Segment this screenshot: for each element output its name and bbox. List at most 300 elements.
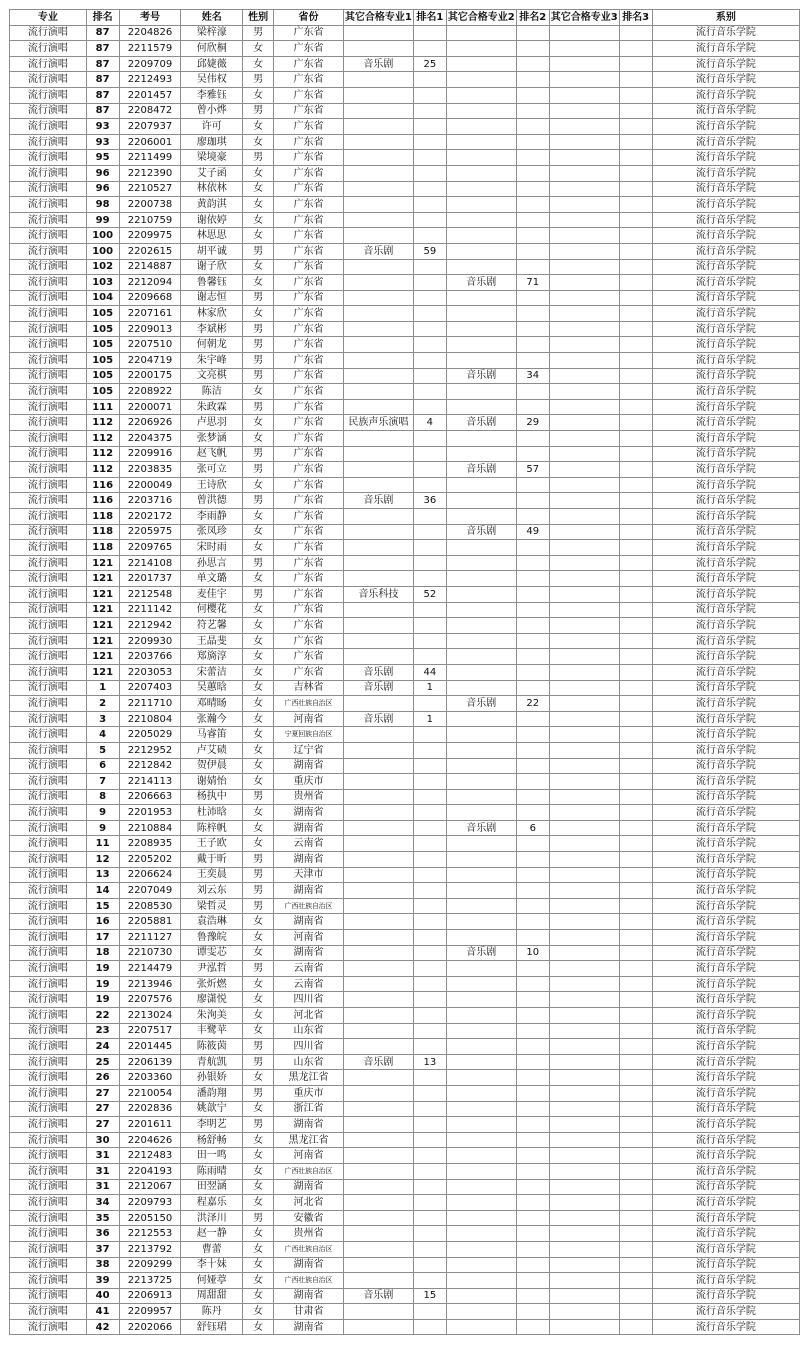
- cell-name: 舒钰珺: [181, 1319, 243, 1335]
- cell-name: 梁哲灵: [181, 898, 243, 914]
- cell-department: 流行音乐学院: [652, 602, 799, 618]
- cell-other-major-3: [549, 820, 619, 836]
- cell-gender: 女: [243, 509, 274, 525]
- cell-gender: 男: [243, 898, 274, 914]
- cell-rank-1: [413, 150, 446, 166]
- cell-exam-number: 2207510: [119, 337, 181, 353]
- table-row: [10, 56, 800, 72]
- table-row: [10, 321, 800, 337]
- cell-rank-3: [619, 25, 652, 41]
- cell-rank-2: [516, 134, 549, 150]
- cell-rank: 16: [86, 914, 119, 930]
- cell-department: 流行音乐学院: [652, 1008, 799, 1024]
- cell-major: 流行演唱: [10, 1210, 87, 1226]
- cell-other-major-2: [446, 1195, 516, 1211]
- cell-other-major-3: [549, 1273, 619, 1289]
- cell-rank-1: 25: [413, 56, 446, 72]
- cell-rank-1: [413, 228, 446, 244]
- cell-department: 流行音乐学院: [652, 836, 799, 852]
- cell-rank-2: [516, 1023, 549, 1039]
- cell-province: 云南省: [274, 961, 344, 977]
- cell-rank-2: [516, 197, 549, 213]
- cell-name: 赵一静: [181, 1226, 243, 1242]
- cell-rank: 26: [86, 1070, 119, 1086]
- cell-province: 广东省: [274, 384, 344, 400]
- cell-rank-3: [619, 1132, 652, 1148]
- cell-department: 流行音乐学院: [652, 321, 799, 337]
- cell-department: 流行音乐学院: [652, 181, 799, 197]
- cell-rank: 11: [86, 836, 119, 852]
- cell-major: 流行演唱: [10, 992, 87, 1008]
- cell-province: 广东省: [274, 571, 344, 587]
- cell-other-major-3: [549, 742, 619, 758]
- cell-major: 流行演唱: [10, 1023, 87, 1039]
- cell-other-major-2: [446, 337, 516, 353]
- cell-department: 流行音乐学院: [652, 150, 799, 166]
- cell-major: 流行演唱: [10, 259, 87, 275]
- cell-exam-number: 2212548: [119, 586, 181, 602]
- table-row: [10, 477, 800, 493]
- cell-province: 浙江省: [274, 1101, 344, 1117]
- cell-rank: 93: [86, 119, 119, 135]
- cell-other-major-2: [446, 321, 516, 337]
- table-row: [10, 72, 800, 88]
- cell-rank-2: [516, 649, 549, 665]
- cell-rank-1: [413, 1132, 446, 1148]
- cell-other-major-2: [446, 1241, 516, 1257]
- cell-exam-number: 2209916: [119, 446, 181, 462]
- cell-other-major-1: [343, 774, 413, 790]
- cell-rank-1: [413, 883, 446, 899]
- cell-rank-1: [413, 1039, 446, 1055]
- cell-other-major-3: [549, 1101, 619, 1117]
- cell-other-major-2: [446, 119, 516, 135]
- cell-rank-2: [516, 883, 549, 899]
- cell-other-major-3: [549, 1195, 619, 1211]
- cell-rank: 87: [86, 72, 119, 88]
- cell-department: 流行音乐学院: [652, 119, 799, 135]
- header-gender: 性别: [243, 10, 274, 26]
- cell-rank-2: [516, 212, 549, 228]
- cell-gender: 女: [243, 914, 274, 930]
- cell-rank-3: [619, 820, 652, 836]
- cell-rank-3: [619, 696, 652, 712]
- cell-major: 流行演唱: [10, 524, 87, 540]
- cell-major: 流行演唱: [10, 1148, 87, 1164]
- cell-other-major-1: [343, 275, 413, 291]
- cell-gender: 女: [243, 602, 274, 618]
- cell-province: 广东省: [274, 509, 344, 525]
- cell-gender: 男: [243, 462, 274, 478]
- cell-major: 流行演唱: [10, 961, 87, 977]
- table-row: [10, 898, 800, 914]
- cell-rank-1: [413, 197, 446, 213]
- cell-rank-1: [413, 1008, 446, 1024]
- cell-major: 流行演唱: [10, 1070, 87, 1086]
- cell-rank-3: [619, 540, 652, 556]
- cell-province: 广东省: [274, 540, 344, 556]
- cell-gender: 女: [243, 540, 274, 556]
- cell-other-major-1: [343, 1163, 413, 1179]
- cell-rank-3: [619, 586, 652, 602]
- cell-exam-number: 2201611: [119, 1117, 181, 1133]
- cell-name: 谭雯芯: [181, 945, 243, 961]
- cell-other-major-2: [446, 1132, 516, 1148]
- cell-other-major-1: [343, 337, 413, 353]
- table-row: [10, 134, 800, 150]
- cell-rank: 35: [86, 1210, 119, 1226]
- cell-exam-number: 2205029: [119, 727, 181, 743]
- cell-department: 流行音乐学院: [652, 571, 799, 587]
- cell-other-major-2: [446, 384, 516, 400]
- cell-department: 流行音乐学院: [652, 586, 799, 602]
- cell-rank: 105: [86, 384, 119, 400]
- cell-exam-number: 2213946: [119, 976, 181, 992]
- cell-department: 流行音乐学院: [652, 727, 799, 743]
- cell-other-major-2: [446, 711, 516, 727]
- cell-gender: 女: [243, 633, 274, 649]
- cell-other-major-2: [446, 586, 516, 602]
- table-row: [10, 586, 800, 602]
- cell-major: 流行演唱: [10, 914, 87, 930]
- cell-rank: 116: [86, 477, 119, 493]
- table-row: [10, 103, 800, 119]
- cell-gender: 男: [243, 446, 274, 462]
- cell-other-major-1: [343, 181, 413, 197]
- cell-other-major-3: [549, 353, 619, 369]
- cell-other-major-2: 音乐剧: [446, 275, 516, 291]
- cell-major: 流行演唱: [10, 1304, 87, 1320]
- cell-gender: 男: [243, 25, 274, 41]
- cell-rank-2: [516, 852, 549, 868]
- cell-rank-2: [516, 1226, 549, 1242]
- cell-other-major-1: [343, 758, 413, 774]
- cell-other-major-2: [446, 1273, 516, 1289]
- cell-department: 流行音乐学院: [652, 680, 799, 696]
- cell-other-major-2: [446, 976, 516, 992]
- cell-major: 流行演唱: [10, 399, 87, 415]
- cell-other-major-1: [343, 306, 413, 322]
- cell-other-major-3: [549, 259, 619, 275]
- cell-rank-1: [413, 275, 446, 291]
- cell-gender: 女: [243, 228, 274, 244]
- cell-other-major-2: [446, 431, 516, 447]
- cell-province: 黑龙江省: [274, 1070, 344, 1086]
- cell-name: 袁浩琳: [181, 914, 243, 930]
- cell-exam-number: 2205975: [119, 524, 181, 540]
- cell-rank: 7: [86, 774, 119, 790]
- cell-other-major-2: [446, 774, 516, 790]
- cell-rank-2: 22: [516, 696, 549, 712]
- cell-other-major-3: [549, 1241, 619, 1257]
- cell-rank-1: [413, 867, 446, 883]
- header-row: [10, 10, 800, 26]
- cell-other-major-3: [549, 664, 619, 680]
- cell-other-major-1: [343, 509, 413, 525]
- cell-rank: 93: [86, 134, 119, 150]
- table-row: [10, 1101, 800, 1117]
- cell-province: 广东省: [274, 290, 344, 306]
- table-row: [10, 633, 800, 649]
- cell-rank: 37: [86, 1241, 119, 1257]
- cell-name: 卢艾碛: [181, 742, 243, 758]
- cell-major: 流行演唱: [10, 353, 87, 369]
- cell-rank-3: [619, 337, 652, 353]
- cell-exam-number: 2203835: [119, 462, 181, 478]
- cell-rank-2: [516, 1163, 549, 1179]
- cell-other-major-3: [549, 384, 619, 400]
- cell-rank-1: [413, 1273, 446, 1289]
- cell-province: 湖南省: [274, 1179, 344, 1195]
- cell-major: 流行演唱: [10, 945, 87, 961]
- cell-other-major-3: [549, 493, 619, 509]
- cell-province: 广东省: [274, 103, 344, 119]
- table-row: [10, 774, 800, 790]
- cell-other-major-3: [549, 1210, 619, 1226]
- cell-other-major-2: [446, 867, 516, 883]
- cell-other-major-3: [549, 1304, 619, 1320]
- cell-rank-2: [516, 664, 549, 680]
- cell-other-major-2: [446, 1085, 516, 1101]
- cell-rank: 121: [86, 555, 119, 571]
- table-row: [10, 150, 800, 166]
- cell-rank-1: [413, 259, 446, 275]
- cell-department: 流行音乐学院: [652, 898, 799, 914]
- cell-rank-1: [413, 1304, 446, 1320]
- cell-name: 张凤珍: [181, 524, 243, 540]
- cell-other-major-1: [343, 1039, 413, 1055]
- cell-rank-2: [516, 540, 549, 556]
- cell-department: 流行音乐学院: [652, 1117, 799, 1133]
- cell-name: 廖潇悦: [181, 992, 243, 1008]
- table-row: [10, 1023, 800, 1039]
- cell-exam-number: 2211499: [119, 150, 181, 166]
- cell-major: 流行演唱: [10, 742, 87, 758]
- cell-rank-2: [516, 805, 549, 821]
- cell-other-major-2: [446, 1054, 516, 1070]
- cell-rank: 87: [86, 56, 119, 72]
- cell-name: 刘云东: [181, 883, 243, 899]
- cell-department: 流行音乐学院: [652, 524, 799, 540]
- table-row: [10, 820, 800, 836]
- cell-gender: 女: [243, 758, 274, 774]
- cell-other-major-1: [343, 633, 413, 649]
- cell-exam-number: 2208935: [119, 836, 181, 852]
- cell-other-major-2: 音乐剧: [446, 415, 516, 431]
- cell-rank: 118: [86, 540, 119, 556]
- cell-major: 流行演唱: [10, 696, 87, 712]
- cell-department: 流行音乐学院: [652, 1085, 799, 1101]
- table-row: [10, 25, 800, 41]
- cell-other-major-3: [549, 758, 619, 774]
- cell-department: 流行音乐学院: [652, 306, 799, 322]
- cell-province: 湖南省: [274, 852, 344, 868]
- cell-major: 流行演唱: [10, 789, 87, 805]
- cell-gender: 女: [243, 259, 274, 275]
- cell-other-major-2: [446, 509, 516, 525]
- table-row: [10, 976, 800, 992]
- cell-gender: 女: [243, 774, 274, 790]
- cell-name: 吴蕙晗: [181, 680, 243, 696]
- cell-name: 陈筱茵: [181, 1039, 243, 1055]
- cell-rank-2: [516, 774, 549, 790]
- cell-rank-3: [619, 961, 652, 977]
- cell-rank-3: [619, 836, 652, 852]
- cell-other-major-2: [446, 399, 516, 415]
- cell-exam-number: 2209299: [119, 1257, 181, 1273]
- cell-department: 流行音乐学院: [652, 384, 799, 400]
- cell-major: 流行演唱: [10, 493, 87, 509]
- cell-rank-1: [413, 72, 446, 88]
- cell-rank-2: 10: [516, 945, 549, 961]
- cell-name: 黄韵淇: [181, 197, 243, 213]
- cell-other-major-3: [549, 306, 619, 322]
- table-row: [10, 696, 800, 712]
- cell-name: 谢志恒: [181, 290, 243, 306]
- cell-province: 甘肃省: [274, 1304, 344, 1320]
- cell-department: 流行音乐学院: [652, 805, 799, 821]
- table-row: [10, 399, 800, 415]
- cell-rank-3: [619, 41, 652, 57]
- cell-name: 曾小烨: [181, 103, 243, 119]
- cell-rank-1: [413, 431, 446, 447]
- cell-other-major-2: [446, 898, 516, 914]
- cell-other-major-3: [549, 914, 619, 930]
- cell-rank-3: [619, 758, 652, 774]
- cell-other-major-1: [343, 571, 413, 587]
- cell-rank: 40: [86, 1288, 119, 1304]
- cell-province: 河北省: [274, 1008, 344, 1024]
- cell-province: 广东省: [274, 493, 344, 509]
- cell-province: 河南省: [274, 930, 344, 946]
- cell-rank-1: [413, 727, 446, 743]
- cell-province: 广西壮族自治区: [274, 696, 344, 712]
- cell-rank-1: 4: [413, 415, 446, 431]
- table-row: [10, 805, 800, 821]
- cell-other-major-3: [549, 1132, 619, 1148]
- cell-other-major-1: [343, 165, 413, 181]
- cell-other-major-1: [343, 1132, 413, 1148]
- cell-name: 何朝龙: [181, 337, 243, 353]
- cell-other-major-2: [446, 228, 516, 244]
- cell-rank-3: [619, 774, 652, 790]
- cell-rank: 121: [86, 633, 119, 649]
- cell-rank-3: [619, 1054, 652, 1070]
- cell-gender: 女: [243, 680, 274, 696]
- cell-rank-3: [619, 477, 652, 493]
- cell-gender: 女: [243, 1273, 274, 1289]
- cell-name: 周甜甜: [181, 1288, 243, 1304]
- table-row: [10, 243, 800, 259]
- cell-other-major-1: [343, 212, 413, 228]
- table-row: [10, 1148, 800, 1164]
- cell-province: 广东省: [274, 41, 344, 57]
- cell-department: 流行音乐学院: [652, 992, 799, 1008]
- cell-department: 流行音乐学院: [652, 1195, 799, 1211]
- header-name: 姓名: [181, 10, 243, 26]
- cell-major: 流行演唱: [10, 1101, 87, 1117]
- cell-name: 王奕晨: [181, 867, 243, 883]
- cell-department: 流行音乐学院: [652, 431, 799, 447]
- cell-other-major-3: [549, 586, 619, 602]
- table-row: [10, 664, 800, 680]
- cell-rank-2: [516, 836, 549, 852]
- cell-department: 流行音乐学院: [652, 41, 799, 57]
- cell-province: 贵州省: [274, 1226, 344, 1242]
- cell-province: 广西壮族自治区: [274, 1241, 344, 1257]
- cell-rank-3: [619, 134, 652, 150]
- cell-exam-number: 2203360: [119, 1070, 181, 1086]
- cell-name: 陈雨晴: [181, 1163, 243, 1179]
- cell-other-major-3: [549, 165, 619, 181]
- cell-rank-1: [413, 602, 446, 618]
- cell-other-major-3: [549, 415, 619, 431]
- cell-name: 杨执中: [181, 789, 243, 805]
- cell-other-major-3: [549, 509, 619, 525]
- cell-province: 湖南省: [274, 820, 344, 836]
- cell-rank-1: [413, 446, 446, 462]
- cell-rank-2: [516, 509, 549, 525]
- cell-name: 王晶斐: [181, 633, 243, 649]
- cell-other-major-1: [343, 1257, 413, 1273]
- cell-other-major-1: [343, 1241, 413, 1257]
- cell-exam-number: 2201457: [119, 87, 181, 103]
- table-row: [10, 1117, 800, 1133]
- cell-gender: 女: [243, 820, 274, 836]
- cell-rank-1: [413, 87, 446, 103]
- cell-other-major-2: [446, 56, 516, 72]
- cell-rank-1: [413, 368, 446, 384]
- cell-gender: 男: [243, 321, 274, 337]
- cell-major: 流行演唱: [10, 1273, 87, 1289]
- cell-rank: 34: [86, 1195, 119, 1211]
- cell-other-major-1: [343, 727, 413, 743]
- cell-rank-2: 49: [516, 524, 549, 540]
- table-row: [10, 493, 800, 509]
- cell-other-major-2: [446, 664, 516, 680]
- cell-other-major-2: [446, 727, 516, 743]
- cell-gender: 女: [243, 1195, 274, 1211]
- cell-province: 重庆市: [274, 774, 344, 790]
- cell-rank: 38: [86, 1257, 119, 1273]
- table-row: [10, 306, 800, 322]
- cell-name: 梁梓濠: [181, 25, 243, 41]
- cell-rank-2: [516, 1039, 549, 1055]
- cell-gender: 女: [243, 992, 274, 1008]
- cell-rank: 13: [86, 867, 119, 883]
- cell-name: 许可: [181, 119, 243, 135]
- cell-other-major-3: [549, 87, 619, 103]
- cell-major: 流行演唱: [10, 337, 87, 353]
- cell-rank-3: [619, 1023, 652, 1039]
- cell-rank: 105: [86, 337, 119, 353]
- cell-rank: 27: [86, 1085, 119, 1101]
- cell-other-major-1: 音乐科技: [343, 586, 413, 602]
- cell-other-major-3: [549, 1054, 619, 1070]
- cell-rank-3: [619, 1241, 652, 1257]
- cell-other-major-1: [343, 992, 413, 1008]
- cell-gender: 女: [243, 945, 274, 961]
- cell-major: 流行演唱: [10, 820, 87, 836]
- cell-department: 流行音乐学院: [652, 1163, 799, 1179]
- cell-rank-2: [516, 306, 549, 322]
- cell-rank-3: [619, 664, 652, 680]
- cell-rank-2: [516, 150, 549, 166]
- cell-other-major-1: [343, 805, 413, 821]
- table-row: [10, 446, 800, 462]
- cell-rank: 23: [86, 1023, 119, 1039]
- cell-rank: 98: [86, 197, 119, 213]
